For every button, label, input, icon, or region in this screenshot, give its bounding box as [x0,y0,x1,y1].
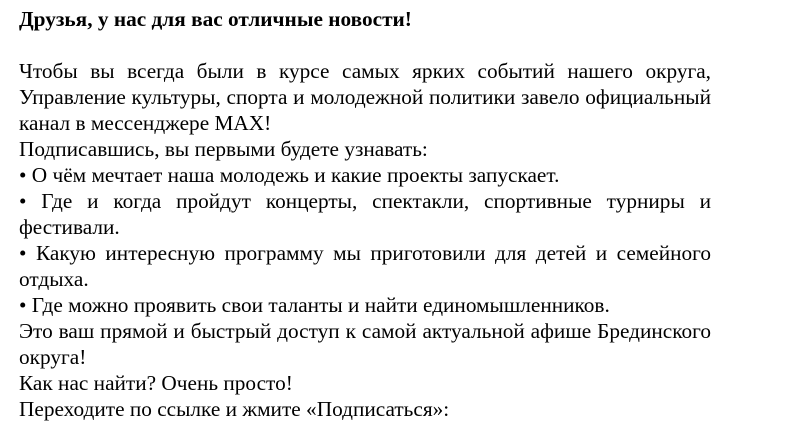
access-paragraph: Это ваш прямой и быстрый доступ к самой актуальной афише Брединского округа! [19,319,711,369]
intro-paragraph: Чтобы вы всегда были в курсе самых ярких событий нашего округа, Управление культуры, спорта и молодежной политики завело официальный канал в мессенджере MAX! [19,59,711,135]
bullet-item: • Какую интересную программу мы приготовили для детей и семейного отдыха. [19,241,711,291]
bullet-item: • Где и когда пройдут концерты, спектакли, спортивные турниры и фестивали. [19,189,711,239]
bullet-item: • Где можно проявить свои таланты и найти единомышленников. [19,293,610,317]
follow-link-line: Переходите по ссылке и жмите «Подписаться»: [19,397,450,421]
document-body [19,6,711,422]
how-to-find-line: Как нас найти? Очень просто! [19,371,293,395]
document-heading: Друзья, у нас для вас отличные новости! [19,7,412,31]
subscribe-lead: Подписавшись, вы первыми будете узнавать: [19,137,428,161]
bullet-item: • О чём мечтает наша молодежь и какие проекты запускает. [19,163,560,187]
blank-line [19,32,711,58]
